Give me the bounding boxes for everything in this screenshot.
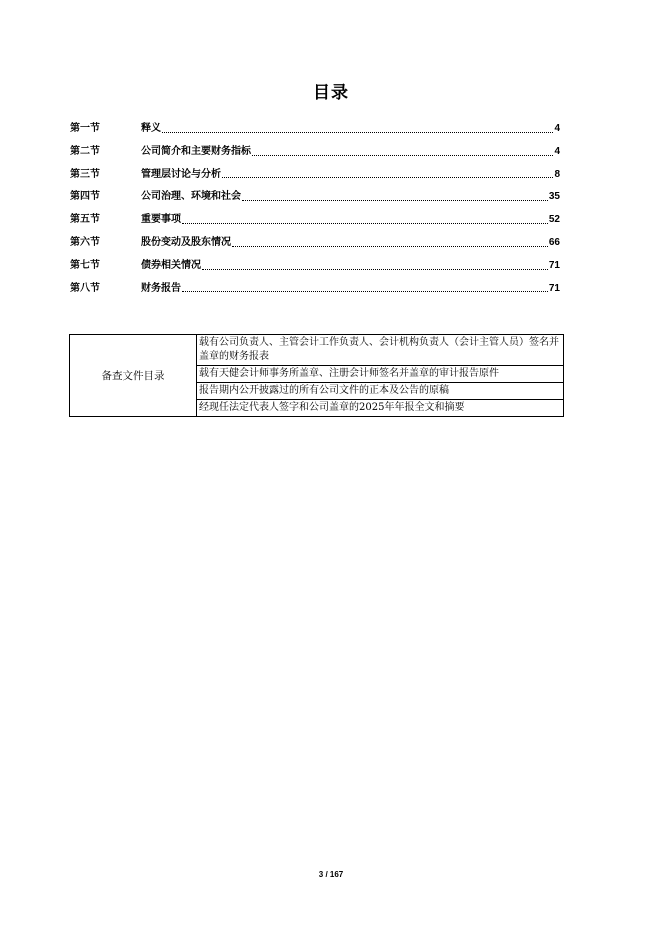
toc-page-number: 4 — [554, 145, 560, 157]
toc-leader-dots — [202, 268, 548, 270]
toc-section-number: 第二节 — [70, 145, 100, 157]
toc-section-number: 第八节 — [70, 282, 100, 294]
toc-section-title: 公司简介和主要财务指标 — [141, 145, 251, 157]
toc-section-title: 管理层讨论与分析 — [141, 168, 221, 180]
toc-leader-dots — [162, 131, 553, 133]
toc-leader-dots — [232, 245, 548, 247]
toc-entry[interactable] — [70, 256, 560, 279]
toc-entry[interactable] — [70, 142, 560, 165]
toc-section-title: 股份变动及股东情况 — [141, 236, 231, 248]
toc-entry[interactable] — [70, 210, 560, 233]
table-of-contents — [70, 119, 560, 301]
toc-entry[interactable] — [70, 165, 560, 188]
reference-document-item: 报告期内公开披露过的所有公司文件的正本及公告的原稿 — [197, 383, 564, 400]
toc-leader-dots — [252, 154, 553, 156]
page-number-footer: 3 / 167 — [318, 870, 344, 879]
toc-section-title: 债券相关情况 — [141, 259, 201, 271]
toc-page-number: 4 — [554, 123, 560, 134]
reference-documents-table — [69, 334, 564, 417]
toc-section-title: 重要事项 — [141, 214, 181, 226]
reference-document-item: 载有天健会计师事务所盖章、注册会计师签名并盖章的审计报告原件 — [197, 366, 564, 383]
toc-section-number: 第五节 — [70, 214, 100, 226]
toc-section-number: 第三节 — [70, 168, 100, 180]
toc-leader-dots — [242, 199, 548, 201]
toc-section-title: 财务报告 — [141, 282, 181, 294]
toc-page-number: 71 — [548, 282, 560, 294]
reference-document-item: 载有公司负责人、主管会计工作负责人、会计机构负责人（会计主管人员）签名并盖章的财务报表 — [197, 335, 564, 366]
toc-section-title: 释义 — [141, 123, 161, 134]
toc-page-number: 52 — [548, 214, 560, 226]
toc-entry[interactable] — [70, 119, 560, 142]
reference-documents-label: 备查文件目录 — [70, 335, 197, 417]
reference-document-item: 经现任法定代表人签字和公司盖章的2025年年报全文和摘要 — [197, 400, 564, 417]
toc-page-number: 8 — [554, 168, 560, 180]
toc-leader-dots — [182, 222, 548, 224]
toc-section-title: 公司治理、环境和社会 — [141, 191, 241, 203]
toc-entry[interactable] — [70, 279, 560, 302]
toc-section-number: 第一节 — [70, 123, 100, 134]
page-title: 目录 — [313, 83, 349, 103]
toc-entry[interactable] — [70, 187, 560, 210]
toc-page-number: 66 — [548, 236, 560, 248]
toc-leader-dots — [222, 176, 553, 178]
table-row — [70, 335, 564, 366]
toc-section-number: 第六节 — [70, 236, 100, 248]
toc-page-number: 71 — [548, 259, 560, 271]
toc-leader-dots — [182, 290, 548, 292]
toc-section-number: 第四节 — [70, 191, 100, 203]
toc-page-number: 35 — [548, 191, 560, 203]
toc-entry[interactable] — [70, 233, 560, 256]
toc-section-number: 第七节 — [70, 259, 100, 271]
